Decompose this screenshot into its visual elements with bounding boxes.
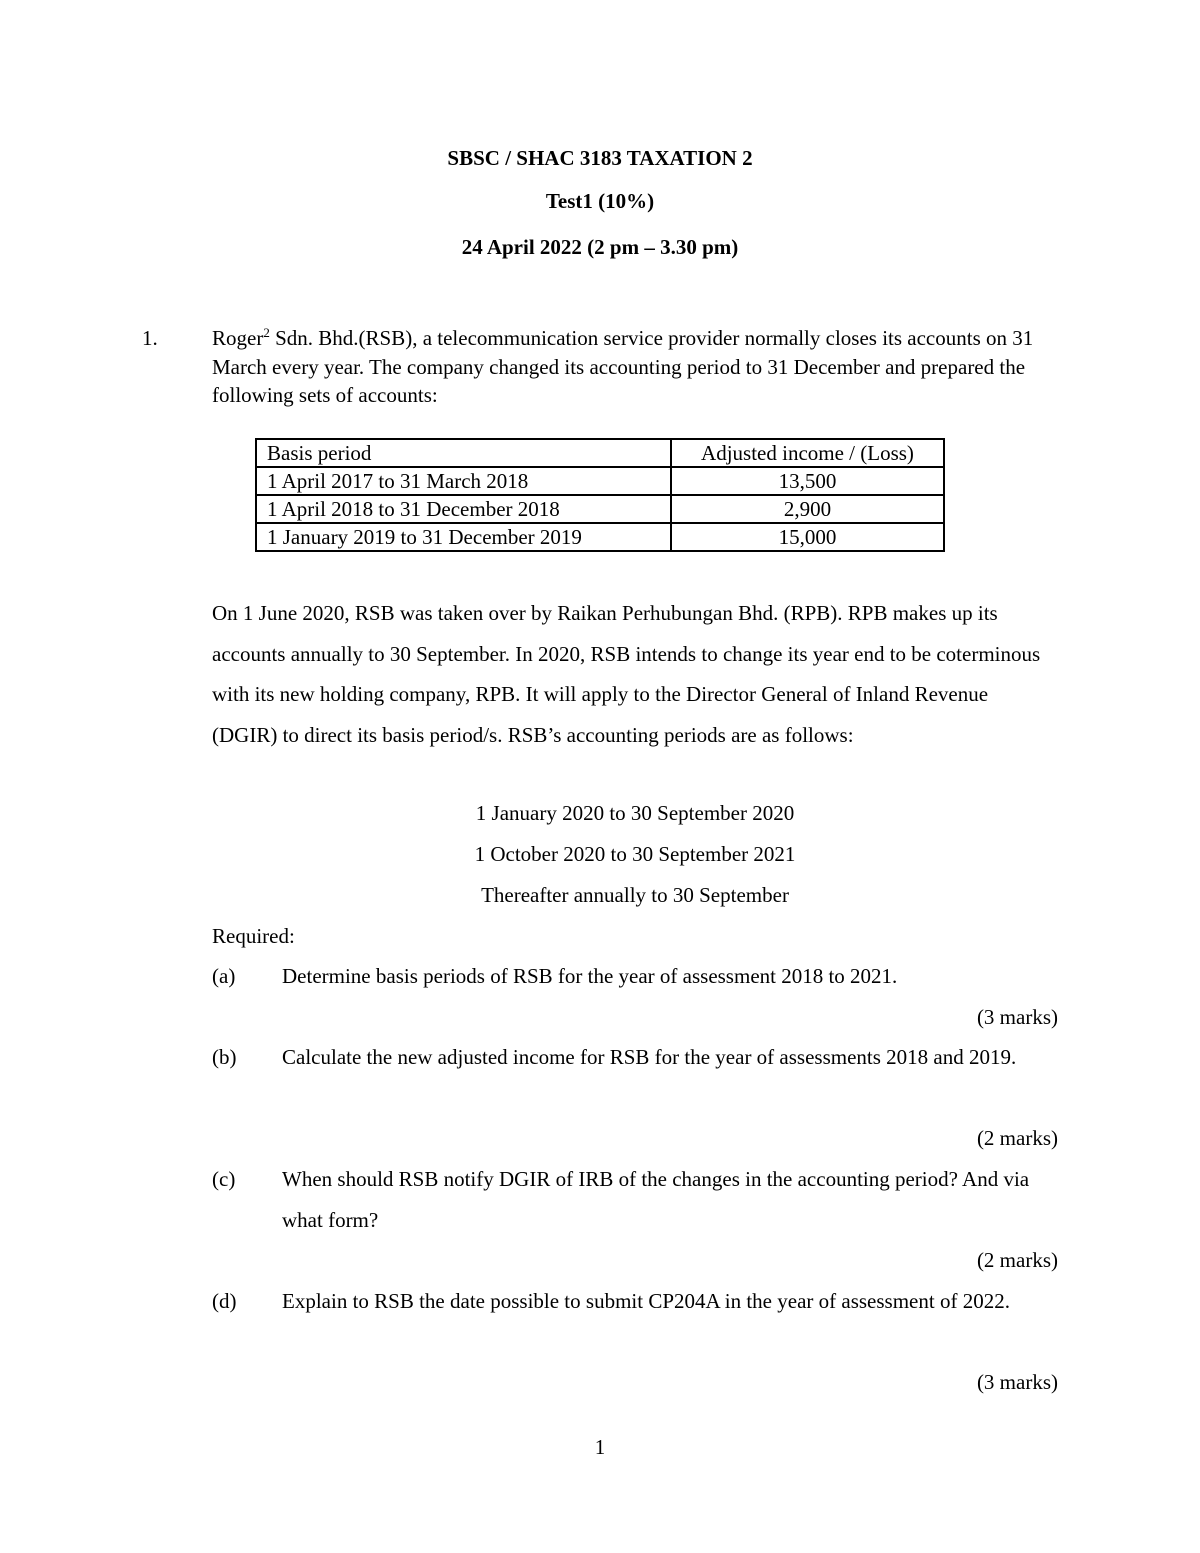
table-cell: 1 April 2018 to 31 December 2018 — [256, 495, 671, 523]
intro-text: Sdn. Bhd.(RSB), a telecommunication service provider normally closes its accounts on 31 March every year. The company changed its accounting period to 31 December and prepared the following sets of accounts: — [212, 326, 1034, 407]
question-intro — [212, 324, 1052, 410]
table-header-row — [256, 439, 944, 467]
question-number: 1. — [142, 326, 158, 350]
table-cell: 15,000 — [671, 523, 944, 551]
item-marks: (2 marks) — [976, 1248, 1058, 1272]
item-marks: (3 marks) — [976, 1005, 1058, 1029]
table-cell: 1 January 2019 to 31 December 2019 — [256, 523, 671, 551]
accounting-period-line: Thereafter annually to 30 September — [481, 883, 789, 907]
item-label: (d) — [212, 1289, 237, 1313]
page-number: 1 — [594, 1435, 606, 1459]
table-header-cell: Adjusted income / (Loss) — [671, 439, 944, 467]
accounting-period-line: 1 October 2020 to 30 September 2021 — [474, 842, 796, 866]
takeover-paragraph: On 1 June 2020, RSB was taken over by Raikan Perhubungan Bhd. (RPB). RPB makes up its accounts annually to 30 September. In 2020, RSB intends to change its year end to be coterminous with its new holding company, RPB. It will apply to the Director General of Inland Revenue (DGIR) to direct its basis period/s. RSB’s accounting periods are as follows: — [212, 601, 1041, 747]
item-marks: (3 marks) — [976, 1370, 1058, 1394]
table-row — [256, 495, 944, 523]
table-header-cell: Basis period — [256, 439, 671, 467]
item-text: Calculate the new adjusted income for RSB for the year of assessments 2018 and 2019. — [282, 1045, 1017, 1069]
table-cell: 2,900 — [671, 495, 944, 523]
test-date: 24 April 2022 (2 pm – 3.30 pm) — [461, 235, 739, 259]
item-marks: (2 marks) — [976, 1126, 1058, 1150]
item-text: When should RSB notify DGIR of IRB of the changes in the accounting period? And via what form? — [282, 1167, 1030, 1232]
item-label: (b) — [212, 1045, 237, 1069]
required-label: Required: — [212, 924, 295, 948]
item-text: Determine basis periods of RSB for the year of assessment 2018 to 2021. — [282, 964, 898, 988]
company-name: Roger — [212, 326, 264, 350]
table-cell: 1 April 2017 to 31 March 2018 — [256, 467, 671, 495]
item-label: (c) — [212, 1167, 236, 1191]
table-row — [256, 523, 944, 551]
test-title: Test1 (10%) — [545, 189, 655, 213]
table-row — [256, 467, 944, 495]
company-superscript: 2 — [263, 325, 270, 340]
adjusted-income-table — [255, 438, 945, 552]
course-title: SBSC / SHAC 3183 TAXATION 2 — [447, 146, 753, 170]
item-text: Explain to RSB the date possible to submit CP204A in the year of assessment of 2022. — [282, 1289, 1010, 1313]
table-cell: 13,500 — [671, 467, 944, 495]
item-label: (a) — [212, 964, 236, 988]
accounting-period-line: 1 January 2020 to 30 September 2020 — [475, 801, 795, 825]
